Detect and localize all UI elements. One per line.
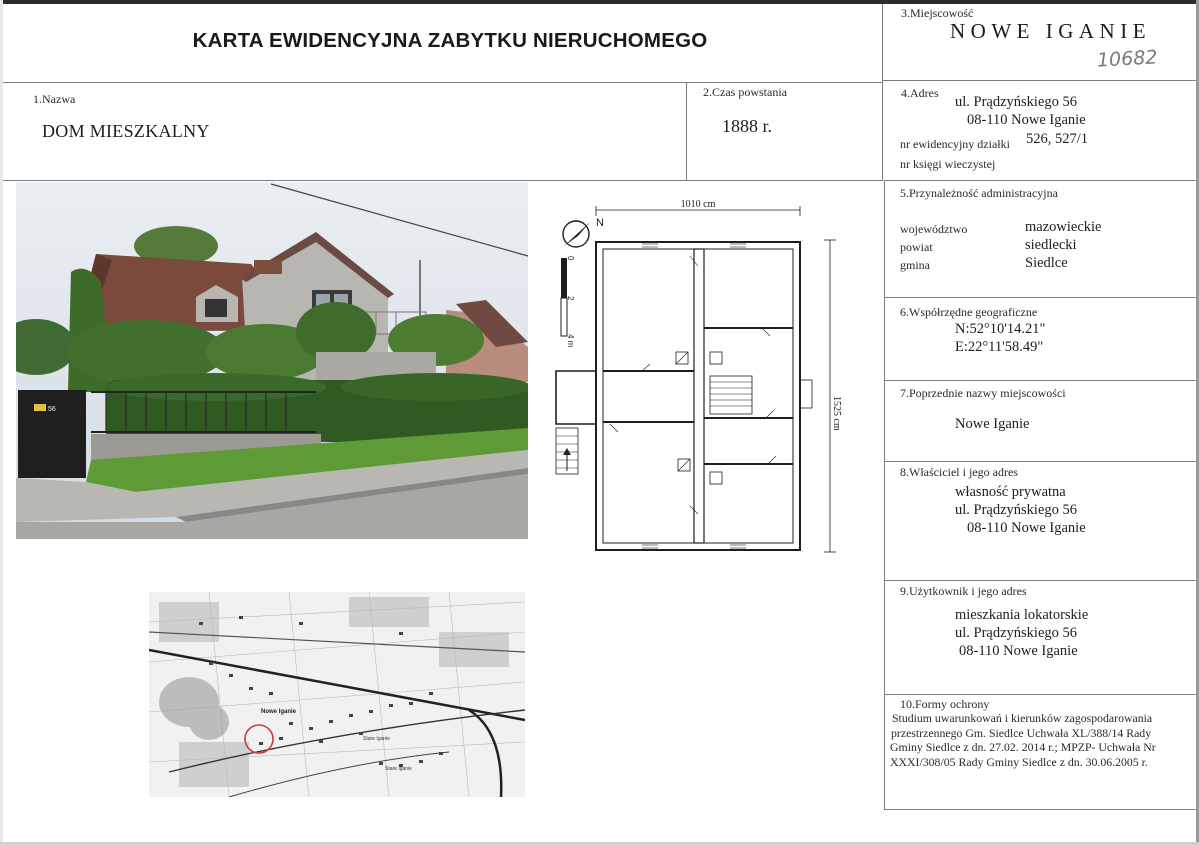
rule-name-date-divider (686, 82, 687, 180)
page-left-edge (0, 0, 3, 845)
address-postal: 08-110 Nowe Iganie (967, 112, 1086, 128)
location-map (149, 592, 525, 797)
north-letter: N (596, 217, 604, 229)
protection-line-3: Gminy Siedlce z dn. 27.02. 2014 r.; MPZP- Uchwała Nr (890, 740, 1156, 754)
land-registry-label: nr księgi wieczystej (900, 157, 996, 171)
voivodeship-label: województwo (900, 222, 968, 236)
rule-owner-bottom (884, 580, 1196, 581)
card-title: KARTA EWIDENCYJNA ZABYTKU NIERUCHOMEGO (192, 29, 708, 52)
house-number-plate: 56 (48, 406, 56, 413)
user-label: 9.Użytkownik i jego adres (900, 584, 1027, 598)
rule-user-bottom (884, 694, 1196, 695)
date-label: 2.Czas powstania (703, 85, 787, 99)
rule-prevnames-bottom (884, 461, 1196, 462)
page-top-edge (0, 0, 1199, 4)
scale-label-4: 4 m (566, 334, 575, 348)
rule-locality-bottom (882, 80, 1196, 81)
protection-line-2: przestrzennego Gm. Siedlce Uchwała XL/388/14 Rady (891, 725, 1152, 740)
scale-label-0: 0 (566, 256, 575, 261)
voivodeship-value: mazowieckie (1025, 219, 1102, 235)
compass-icon (563, 221, 589, 247)
address-street: ul. Prądzyńskiego 56 (955, 94, 1078, 110)
admin-label: 5.Przynależność administracyjna (900, 186, 1058, 200)
county-label: powiat (900, 240, 933, 254)
rule-protection-bottom (884, 809, 1196, 810)
house-photo (16, 182, 528, 539)
rule-address-bottom (884, 180, 1196, 181)
user-line-1: mieszkania lokatorskie (955, 607, 1089, 623)
card-number: 10682 (1096, 46, 1158, 72)
coords-label: 6.Współrzędne geograficzne (900, 305, 1038, 319)
coords-north: N:52°10'14.21" (955, 321, 1046, 337)
commune-value: Siedlce (1025, 255, 1068, 271)
protection-label: 10.Formy ochrony (900, 697, 990, 711)
owner-line-2: ul. Prądzyńskiego 56 (955, 502, 1078, 518)
coords-east: E:22°11'58.49" (955, 339, 1044, 355)
map-label-stare-iganie: Stare Iganie (363, 736, 390, 742)
previous-names-value: Nowe Iganie (955, 416, 1030, 432)
rule-admin-bottom (884, 297, 1196, 298)
rule-left-right-divider (884, 180, 885, 810)
owner-line-3: 08-110 Nowe Iganie (967, 520, 1086, 536)
previous-names-label: 7.Poprzednie nazwy miejscowości (900, 386, 1066, 400)
county-value: siedlecki (1025, 237, 1077, 253)
user-line-3: 08-110 Nowe Iganie (959, 643, 1078, 659)
width-dimension: 1010 cm (680, 199, 716, 210)
owner-label: 8.Właściciel i jego adres (900, 465, 1018, 479)
rule-header-bottom (3, 82, 883, 83)
rule-coords-bottom (884, 380, 1196, 381)
plot-number-label: nr ewidencyjny działki (900, 137, 1010, 151)
address-label: 4.Adres (901, 86, 939, 100)
name-label: 1.Nazwa (33, 92, 76, 106)
height-dimension: 1525 cm (831, 396, 842, 431)
scale-label-2: 2 (566, 296, 575, 301)
floor-plan (550, 196, 850, 566)
name-value: DOM MIESZKALNY (42, 121, 210, 141)
commune-label: gmina (900, 258, 930, 272)
protection-text (890, 711, 1156, 769)
locality-value: NOWE IGANIE (950, 19, 1152, 43)
locality-label: 3.Miejscowość (901, 6, 974, 20)
map-label-nowe-iganie: Nowe Iganie (261, 709, 297, 715)
owner-line-1: własność prywatna (955, 484, 1066, 500)
protection-line-1: Studium uwarunkowań i kierunków zagospodarowania (892, 711, 1153, 725)
rule-left-right-divider-top (882, 4, 883, 180)
plot-number-value: 526, 527/1 (1026, 131, 1089, 147)
protection-line-4: XXXI/308/05 Rady Gminy Siedlce z dn. 30.06.2005 r. (890, 754, 1148, 769)
date-value: 1888 r. (722, 116, 773, 136)
user-line-2: ul. Prądzyńskiego 56 (955, 625, 1078, 641)
map-label-stare-iganie-2: Stare Iganie (385, 766, 412, 772)
rule-name-bottom (3, 180, 883, 181)
